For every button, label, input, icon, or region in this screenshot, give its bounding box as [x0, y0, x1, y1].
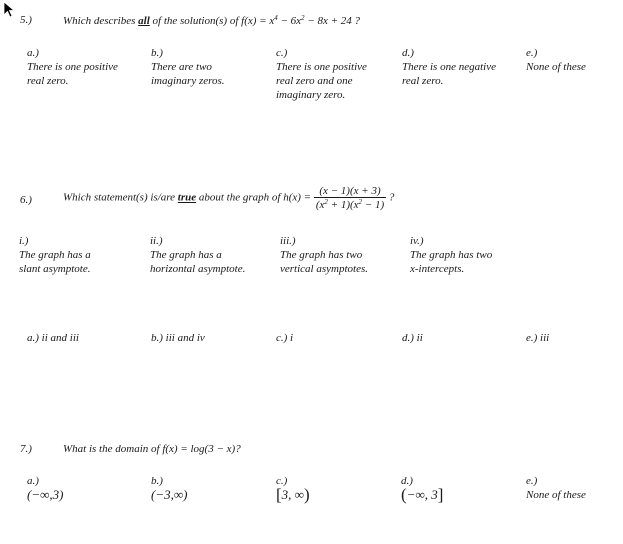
q6-statement-iv: iv.) The graph has two x-intercepts.: [410, 235, 493, 275]
q5-stem-pre: Which describes: [63, 15, 136, 27]
q6-question-mark: ?: [388, 191, 395, 204]
q5-function: $f(x) = x^4 - 6x^2 - 8x + 24$ ?: [241, 14, 361, 27]
q6-answer-e[interactable]: e.) iii: [526, 332, 550, 344]
q6-stem-pre: Which statement(s) is/are: [63, 191, 176, 204]
q6-stem-post: about the graph of: [198, 191, 281, 204]
q6-stem-emphasis: true: [177, 191, 197, 204]
q7-option-c[interactable]: c.) [3, ∞): [276, 475, 310, 504]
question-7-stem: [63, 443, 241, 455]
q5-option-b[interactable]: b.) There are two imaginary zeros.: [151, 47, 225, 87]
mouse-cursor-icon: [3, 1, 17, 19]
q6-numerator: (x − 1)(x + 3): [319, 185, 381, 197]
q6-function-name: h(x) =: [283, 191, 312, 204]
q7-option-a[interactable]: a.) (−∞,3): [27, 475, 64, 502]
q7-stem-pre: What is the domain of: [63, 443, 160, 455]
q6-answer-b[interactable]: b.) iii and iv: [151, 332, 205, 344]
q5-option-e[interactable]: e.) None of these: [526, 47, 586, 73]
question-5-stem: [63, 14, 360, 27]
q6-statement-ii: ii.) The graph has a horizontal asymptote.: [150, 235, 246, 275]
q5-stem-post: of the solution(s) of: [152, 15, 239, 27]
q6-denominator: $(x^2 + 1)(x^2 - 1)$: [315, 198, 385, 211]
q6-statement-iii: iii.) The graph has two vertical asymptotes.: [280, 235, 368, 275]
q7-option-e[interactable]: e.) None of these: [526, 475, 586, 501]
q6-fraction: [314, 185, 386, 211]
q6-answer-a[interactable]: a.) ii and iii: [27, 332, 79, 344]
q6-answer-c[interactable]: c.) i: [276, 332, 294, 344]
question-6-stem: [63, 185, 394, 211]
q5-option-d[interactable]: d.) There is one negative real zero.: [402, 47, 496, 87]
question-5-number: 5.): [20, 14, 32, 26]
question-7-number: 7.): [20, 443, 32, 455]
q6-statement-i: i.) The graph has a slant asymptote.: [19, 235, 91, 275]
q5-stem-emphasis: all: [138, 15, 150, 27]
q6-answer-d[interactable]: d.) ii: [402, 332, 423, 344]
question-6-number: 6.): [20, 194, 32, 206]
q7-option-d[interactable]: d.) (−∞, 3]: [401, 475, 444, 504]
q7-option-b[interactable]: b.) (−3,∞): [151, 475, 188, 502]
q5-option-c[interactable]: c.) There is one positive real zero and one imaginary zero.: [276, 47, 367, 101]
q7-function: f(x) = log(3 − x)?: [162, 443, 241, 455]
q5-option-a[interactable]: a.) There is one positive real zero.: [27, 47, 118, 87]
